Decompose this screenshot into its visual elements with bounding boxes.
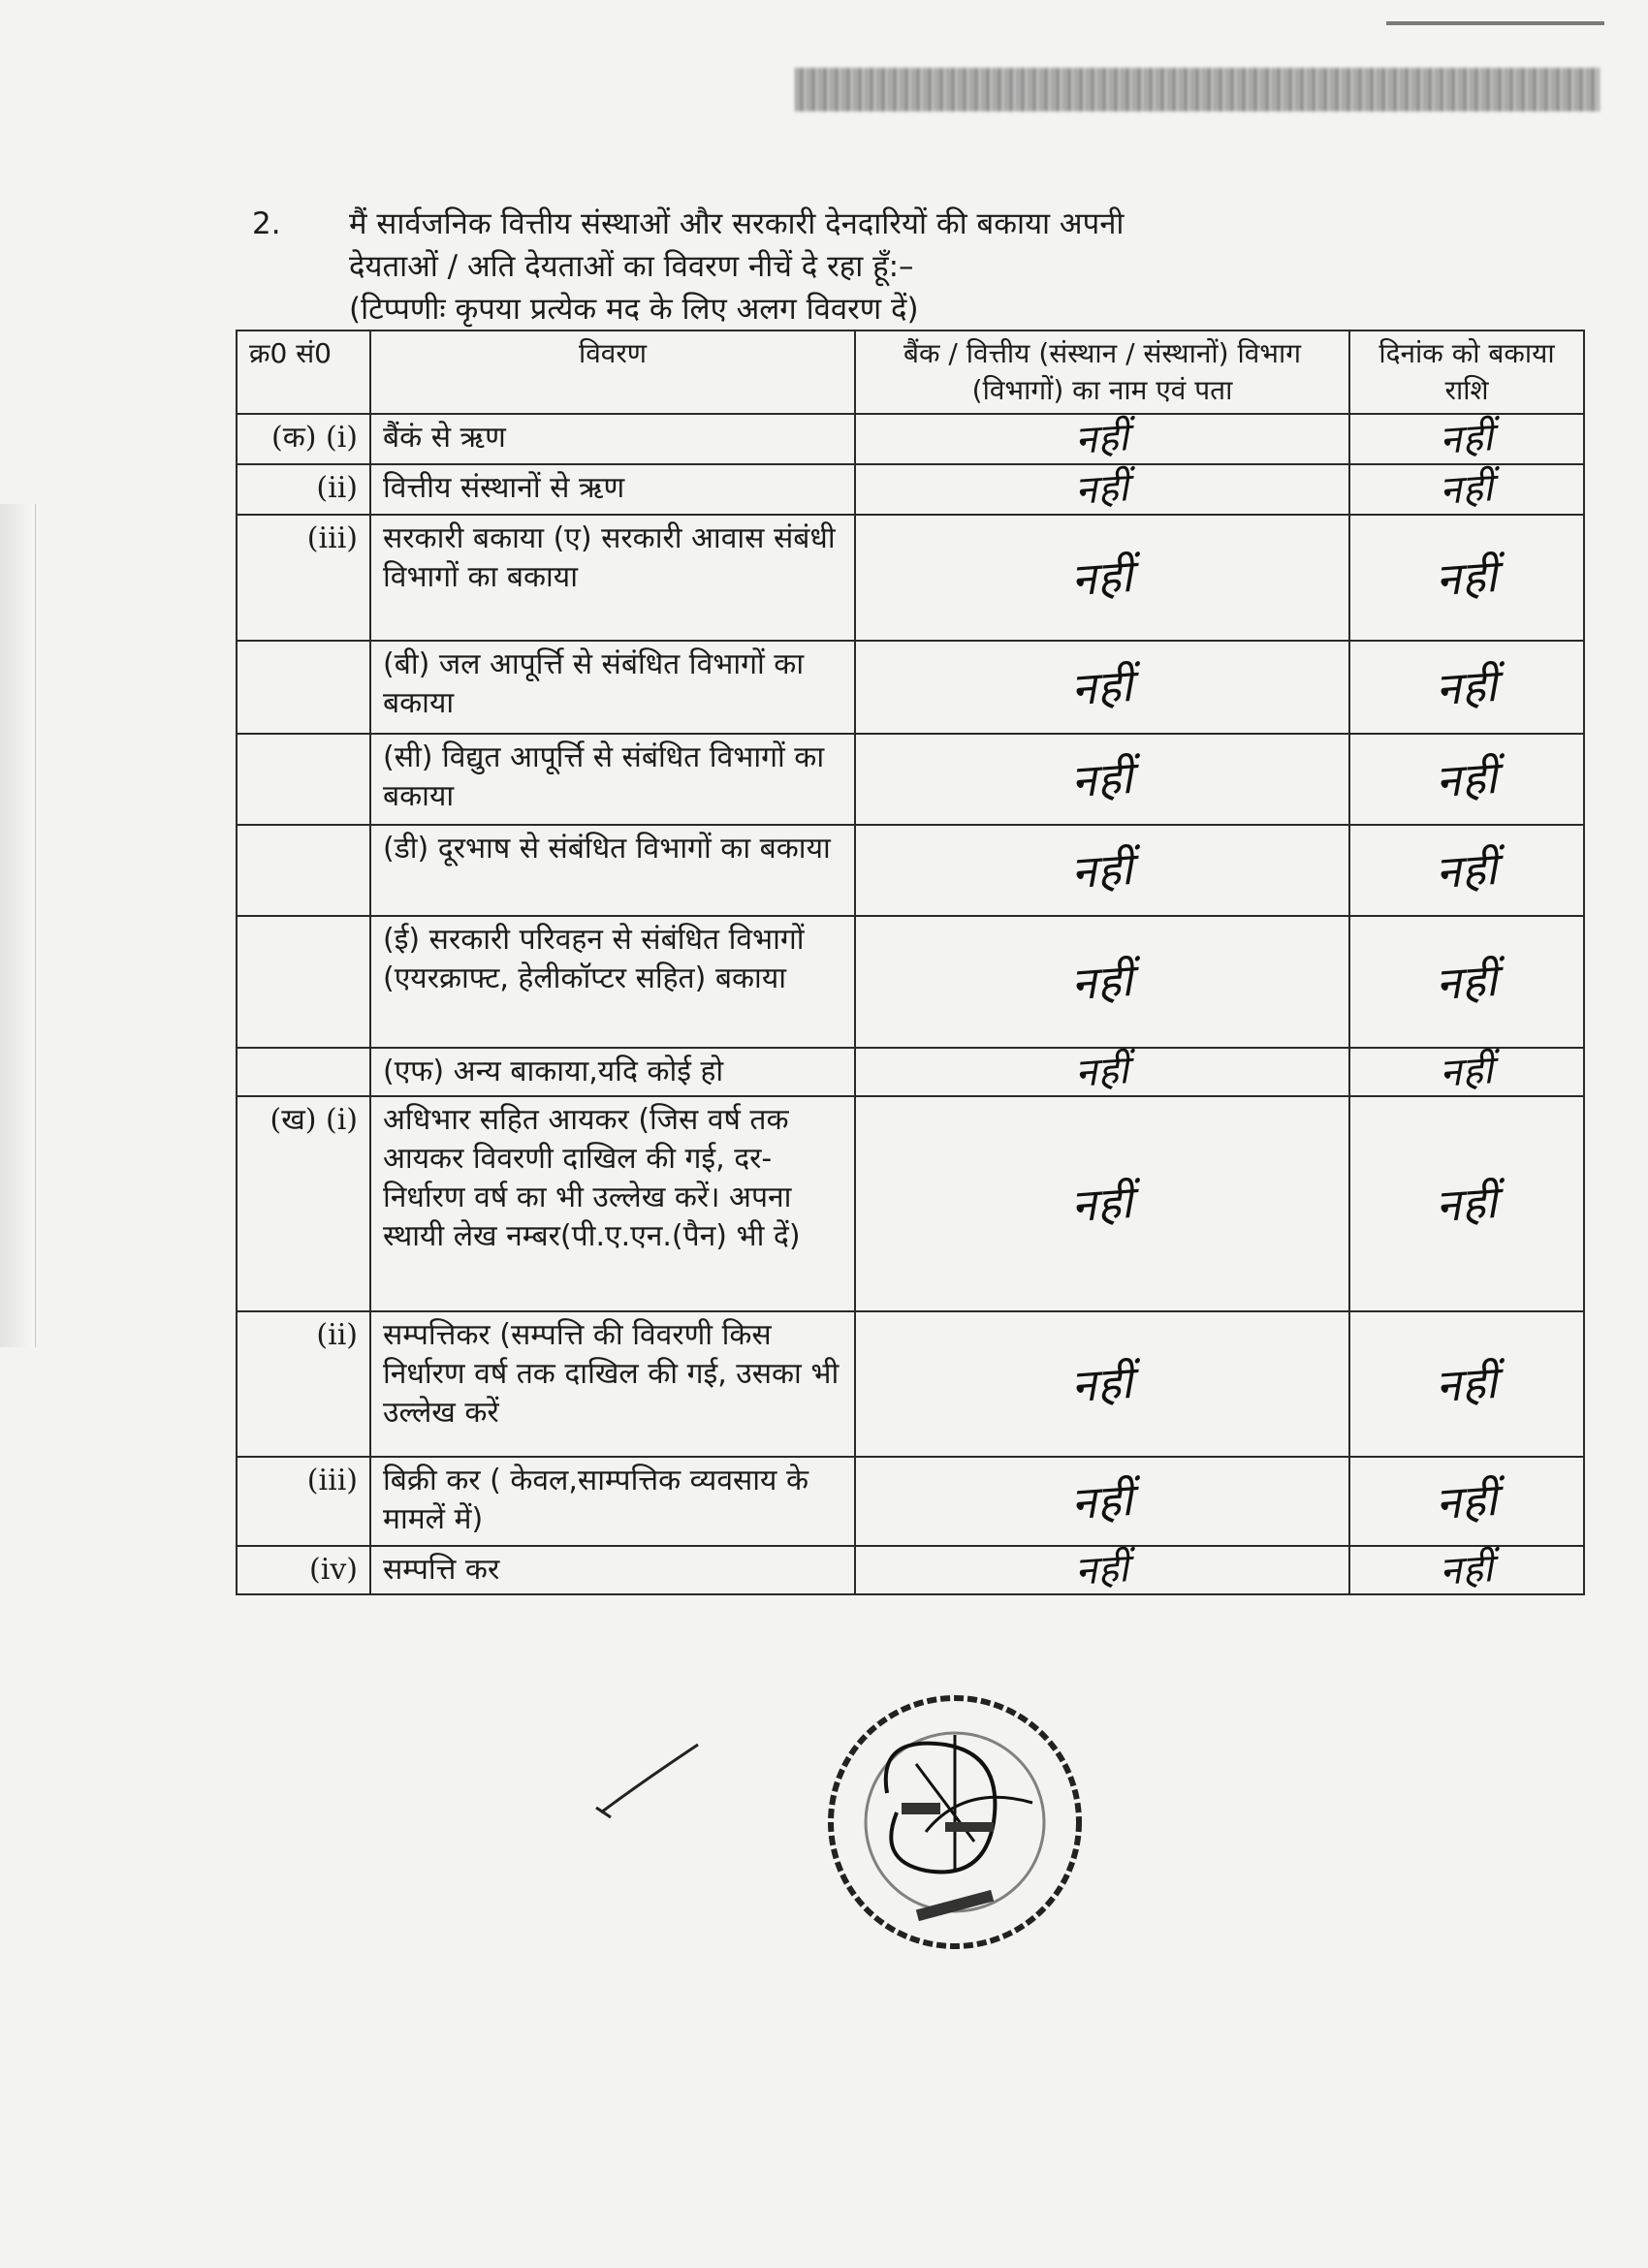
row-amount-handwritten: नहीं (1347, 406, 1585, 473)
row-serial (237, 916, 370, 1048)
row-serial (237, 734, 370, 825)
header-institution: बैंक / वित्तीय (संस्थान / संस्थानों) विभाग (विभागों) का नाम एवं पता (855, 331, 1349, 414)
scan-noise-band (795, 68, 1600, 111)
row-institution-handwritten: नहीं (850, 1294, 1353, 1473)
row-amount-handwritten: नहीं (1347, 817, 1587, 925)
row-serial: (ii) (237, 1311, 370, 1457)
row-description: सम्पत्तिकर (सम्पत्ति की विवरणी किस निर्धारण वर्ष तक दाखिल की गई, उसका भी उल्लेख करें (370, 1311, 855, 1457)
row-description: सम्पत्ति कर (370, 1546, 855, 1594)
row-institution-handwritten: नहीं (852, 1439, 1351, 1562)
row-serial: (iv) (237, 1546, 370, 1594)
row-institution-handwritten: नहीं (854, 396, 1350, 481)
table-header-row (237, 331, 1584, 414)
row-institution-handwritten: नहीं (852, 623, 1351, 750)
intro-line-1: मैं सार्वजनिक वित्तीय संस्थाओं और सरकारी देनदारियों की बकाया अपनी (349, 206, 1125, 241)
row-institution-handwritten: नहीं (852, 807, 1351, 932)
row-amount-handwritten: नहीं (1347, 726, 1587, 834)
row-institution-handwritten: नहीं (851, 898, 1353, 1064)
row-amount-handwritten: नहीं (1343, 1088, 1592, 1319)
row-serial: (iii) (237, 515, 370, 641)
row-institution-handwritten: नहीं (851, 497, 1353, 657)
row-description: सरकारी बकाया (ए) सरकारी आवास संबंधी विभागों का बकाया (370, 515, 855, 641)
row-amount-handwritten: नहीं (1348, 1538, 1586, 1603)
row-description: अधिभार सहित आयकर (जिस वर्ष तक आयकर विवरणी दाखिल की गई, दर-निर्धारण वर्ष का भी उल्लेख करें। अपना स्थायी लेख नम्बर(पी.ए.एन.(पैन) भी दें) (370, 1096, 855, 1311)
table-row (237, 641, 1584, 734)
row-amount-handwritten: नहीं (1348, 1040, 1586, 1105)
table-row (237, 734, 1584, 825)
row-institution-handwritten: नहीं (854, 1030, 1350, 1113)
table-row (237, 916, 1584, 1048)
row-description: बैंकं से ऋण (370, 414, 855, 464)
row-amount-handwritten: नहीं (1347, 1449, 1587, 1555)
row-serial (237, 641, 370, 734)
row-serial (237, 825, 370, 916)
header-description: विवरण (370, 331, 855, 414)
row-amount-handwritten: नहीं (1345, 1304, 1589, 1465)
scan-mark-top (1386, 21, 1604, 33)
row-description: (बी) जल आपूर्त्ति से संबंधित विभागों का बकाया (370, 641, 855, 734)
row-institution-handwritten: नहीं (852, 716, 1351, 841)
row-amount-handwritten: नहीं (1347, 633, 1587, 742)
row-description: बिक्री कर ( केवल,साम्पत्तिक व्यवसाय के मामलें में) (370, 1457, 855, 1546)
intro-line-2: देयताओं / अति देयताओं का विवरण नीचें दे रहा हूँ:– (349, 249, 914, 284)
round-seal-with-signature (809, 1677, 1100, 1968)
section-number: 2. (252, 206, 281, 241)
row-serial: (ii) (237, 464, 370, 515)
table-row (237, 414, 1584, 464)
row-serial (237, 1048, 370, 1096)
row-description: (ई) सरकारी परिवहन से संबंधित विभागों (एयरक्राफ्ट, हेलीकॉप्टर सहित) बकाया (370, 916, 855, 1048)
table-row (237, 1457, 1584, 1546)
row-amount-handwritten: नहीं (1346, 507, 1588, 649)
row-serial: (iii) (237, 1457, 370, 1546)
row-description: वित्तीय संस्थानों से ऋण (370, 464, 855, 515)
row-institution-handwritten: नहीं (848, 1079, 1356, 1328)
page-fold-shadow (0, 504, 36, 1347)
row-institution-handwritten: नहीं (854, 1528, 1350, 1611)
row-serial: (क) (i) (237, 414, 370, 464)
table-row (237, 1311, 1584, 1457)
table-row (237, 825, 1584, 916)
pen-stroke (582, 1735, 708, 1822)
dues-table (236, 330, 1585, 1595)
header-serial: क्र0 सं0 (237, 331, 370, 414)
table-row (237, 515, 1584, 641)
row-institution-handwritten: नहीं (854, 447, 1350, 531)
row-description: (सी) विद्युत आपूर्त्ति से संबंधित विभागों का बकाया (370, 734, 855, 825)
row-amount-handwritten: नहीं (1347, 457, 1585, 523)
row-description: (एफ) अन्य बाकाया,यदि कोई हो (370, 1048, 855, 1096)
header-amount: दिनांक को बकाया राशि (1349, 331, 1584, 414)
row-serial: (ख) (i) (237, 1096, 370, 1311)
row-amount-handwritten: नहीं (1346, 908, 1589, 1056)
intro-note: (टिप्पणीः कृपया प्रत्येक मद के लिए अलग विवरण दें) (349, 292, 919, 327)
table-row (237, 1096, 1584, 1311)
row-description: (डी) दूरभाष से संबंधित विभागों का बकाया (370, 825, 855, 916)
